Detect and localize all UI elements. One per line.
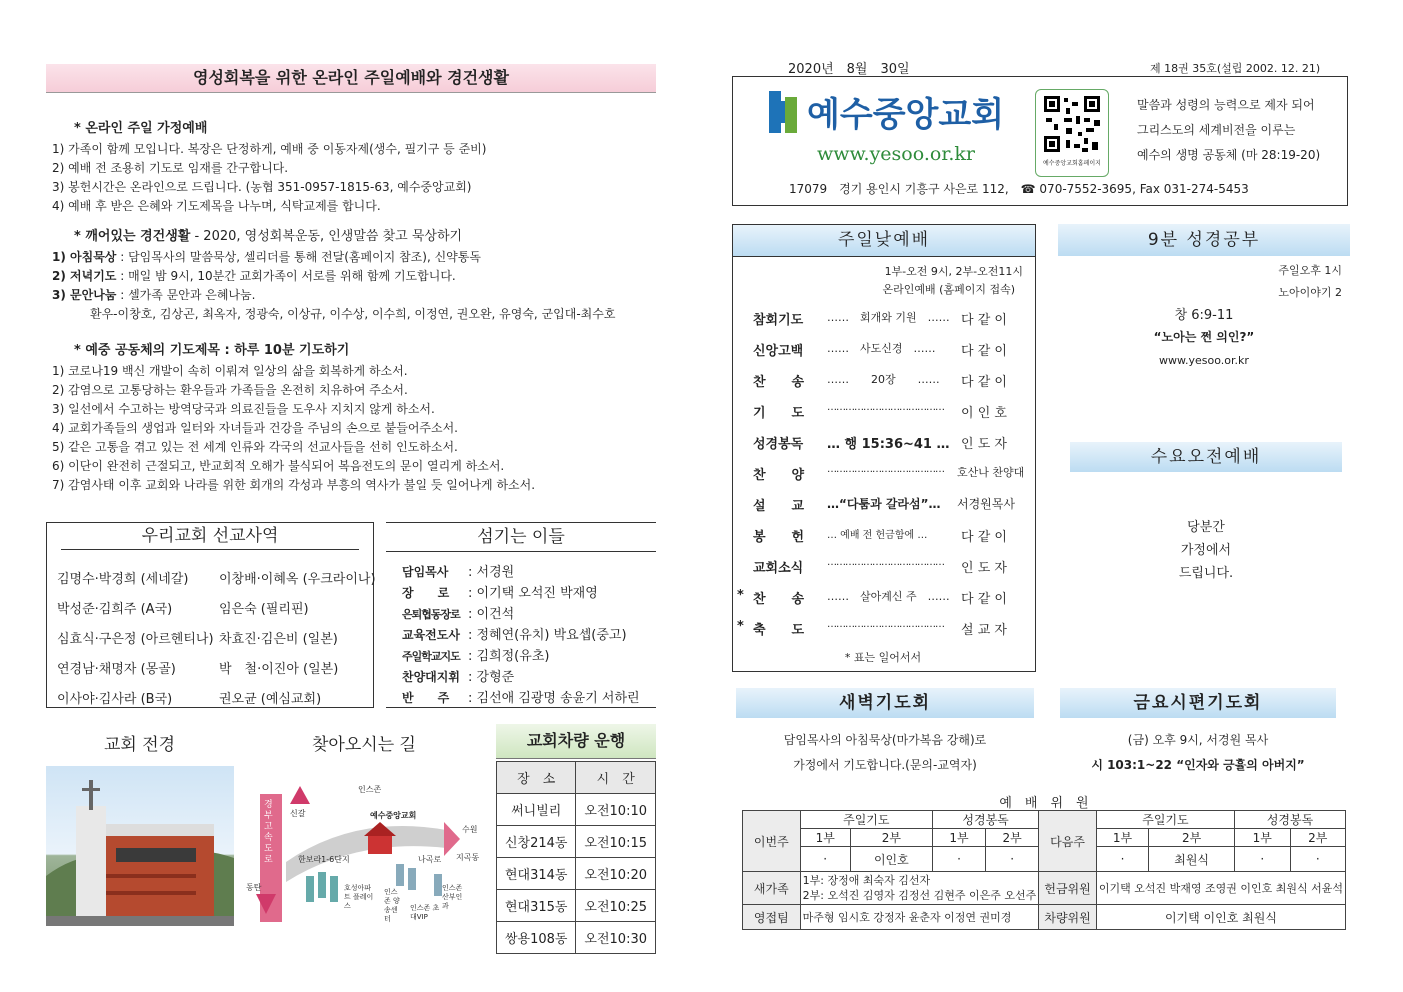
servant-name: : 강형준 [468,670,515,685]
bible-study-url: www.yesoo.or.kr [1159,354,1249,367]
prayer-item: 6) 이단이 완전히 근절되고, 반교회적 오해가 불식되어 복음전도의 문이 열리게 하소서. [52,459,505,473]
directions-title: 찾아오시는 길 [312,735,416,755]
vehicle-table [496,761,656,954]
car-label: 차량위원 [1039,905,1097,930]
servant-name: : 정혜연(유치) 박요셉(중고) [468,628,627,643]
bible-study-time: 주일오후 1시 [1278,264,1342,277]
vehicle-time: 오전10:25 [576,890,656,922]
staff-cell: · [986,847,1039,872]
part-header: 1부 [932,829,985,847]
bible-study-passage: 창 6:9-11 [1174,308,1234,323]
part-header: 2부 [986,829,1039,847]
church-photo [46,766,234,926]
newcomer-line: 2부: 오석진 김영자 김정선 김현주 이은주 오선주 [802,889,1037,902]
prayer-item: 7) 감염사태 이후 교회와 나라를 위한 회개의 각성과 부흥의 역사가 불일 듯 일어나게 하소서. [52,478,536,492]
devotion-text: : 셀가족 문안과 은혜나눔. [120,288,256,302]
staff-cell: · [1290,847,1345,872]
welcome-label: 영접팀 [743,905,801,930]
sunday-online: 온라인예배 (홈페이지 접속) [882,283,1015,296]
dawn-line: 가정에서 기도합니다.(문의-교역자) [793,758,977,772]
bible-study-title: 9분 성경공부 [1058,224,1350,256]
prayer-item: 1) 코로나19 백신 개발이 속히 이뤄져 일상의 삶을 회복하게 하소서. [52,364,408,378]
cross-logo-icon [769,91,799,133]
mission-title: 우리교회 선교사역 [61,523,359,550]
table-row [497,890,656,922]
friday-line: (금) 오후 9시, 서경원 목사 [1127,733,1269,747]
map-label: 동탄 [246,883,262,892]
issue-date: 2020년 8월 30일 [788,62,910,77]
vehicle-time: 오전10:10 [576,794,656,826]
header-box [732,76,1348,206]
missionary: 임은숙 (필리핀) [219,602,309,617]
part-header: 1부 [1235,829,1290,847]
devotion-text: : 매일 밤 9시, 10분간 교회가족이 서로를 위해 함께 기도합니다. [120,269,456,283]
group-header: 주일기도 [1096,811,1234,829]
wednesday-line: 가정에서 [1180,543,1232,558]
devotion-label: 3) 문안나눔 [52,288,117,302]
map-label: 신갈 [290,809,306,818]
vehicle-time: 오전10:15 [576,826,656,858]
map-label: 한보라1-6단지 [298,855,350,864]
staff-cell: · [932,847,985,872]
motto-line: 예수의 생명 공동체 (마 28:19-20) [1137,148,1321,162]
order-row: 참회기도 …… 회개와 기원 …… 다 같 이 [753,311,1007,328]
church-url: www.yesoo.or.kr [817,143,975,165]
table-row [497,794,656,826]
servant-name: : 서경원 [468,565,515,580]
map-highway-label: 경부고속도로 [264,800,273,865]
table-row [497,826,656,858]
issue-volume: 제 18권 35호(설립 2002. 12. 21) [1150,62,1321,75]
staff-cell: 최원식 [1149,847,1235,872]
devotion-text: : 담임목사의 말씀묵상, 셀리더를 통해 전달(홈페이지 참조), 신약통독 [120,250,481,264]
wednesday-title: 수요오전예배 [1070,442,1342,472]
vehicle-section [496,724,656,954]
worship-staff-title: 예 배 위 원 [999,796,1089,811]
servant-name: : 김선애 김광명 송윤기 서하린 [468,691,640,706]
servant-role: 주일학교지도 [402,650,460,663]
order-row: 성경봉독 … 행 15:36~41 … 인 도 자 [753,437,1007,452]
dawn-prayer-title: 새벽기도회 [736,688,1034,718]
staff-cell: · [1235,847,1290,872]
vehicle-header: 시 간 [576,762,656,794]
church-name: 예수중앙교회 [807,95,1005,135]
order-row: 교회소식 ………………………………… 인 도 자 [753,557,1007,576]
prayer-section [52,340,535,495]
order-row: 봉 헌 … 예배 전 헌금함에 … 다 같 이 [753,530,1007,545]
map-label: 인스존 초대VIP [410,904,440,921]
directions-map [246,764,482,930]
dawn-line: 담임목사의 아침묵상(마가복음 강해)로 [783,733,987,747]
online-item: 4) 예배 후 받은 은혜와 기도제목을 나누며, 식탁교제를 합니다. [52,199,381,213]
prayer-item: 4) 교회가족들의 생업과 일터와 자녀들과 건강을 주님의 손으로 붙들어주소서. [52,421,459,435]
newcomer-line: 1부: 장정애 최숙자 김선자 [802,874,931,887]
order-row: 기 도 ………………………………… 이 인 호 [753,402,1007,421]
servant-role: 은퇴협동장로 [402,608,460,621]
missionary: 박 철·이진아 (일본) [219,662,339,677]
missionary: 심효식·구은정 (아르헨티나) [57,632,214,647]
devotion-label: 1) 아침묵상 [52,250,117,264]
vehicle-time: 오전10:20 [576,858,656,890]
online-worship-title: * 온라인 주일 가정예배 [74,121,208,136]
staff-cell: · [1096,847,1148,872]
staff-cell: 이인호 [850,847,932,872]
group-header: 성경봉독 [932,811,1038,829]
table-row [497,858,656,890]
missionary: 연경남·채명자 (몽골) [57,662,176,677]
table-row [497,922,656,954]
map-label: 지곡동 [456,853,480,862]
online-item: 3) 봉헌시간은 온라인으로 드립니다. (농협 351-0957-1815-63, 예수중앙교회) [52,180,472,194]
prayer-title: * 예중 공동체의 기도제목 : 하루 10분 기도하기 [74,343,350,358]
sunday-service-title: 주일낮예배 [733,225,1035,257]
worship-staff-table [742,810,1346,930]
main-title: 영성회복을 위한 온라인 주일예배와 경건생활 [46,64,656,93]
prayer-item: 5) 같은 고통을 겪고 있는 전 세계 인류와 각국의 선교사들을 선히 인도하소서. [52,440,458,454]
church-address: 17079 경기 용인시 기흥구 사은로 112, ☎ 070-7552-3695, Fax 031-274-5453 [789,182,1249,196]
map-label: 인스존 산부인과 [442,884,463,910]
order-row: * 찬 송 …… 살아계신 주 …… 다 같 이 [737,588,1007,607]
devotion-title: * 깨어있는 경건생활 [74,229,191,244]
missionary: 박성준·김희주 (A국) [57,602,173,617]
qr-caption: 예수중앙교회홈페이지 [1043,160,1101,167]
vehicle-place: 쌍용108동 [497,922,576,954]
map-label: 수원 [462,825,478,834]
missionary: 권오균 (예심교회) [219,692,322,707]
this-week-label: 이번주 [743,811,801,872]
sunday-times: 1부-오전 9시, 2부-오전11시 [884,265,1023,278]
next-week-label: 다음주 [1039,811,1097,872]
servant-role: 반 주 [402,691,450,705]
patients-list: 환우-이창호, 김상곤, 최옥자, 정광숙, 이상규, 이수상, 이수희, 이정연, 권오완, 유영숙, 군입대-최수호 [90,307,616,321]
vehicle-place: 현대315동 [497,890,576,922]
devotion-label: 2) 저녁기도 [52,269,117,283]
part-header: 2부 [1290,829,1345,847]
order-row: 찬 송 …… 20장 …… 다 같 이 [753,373,1007,390]
servant-name: : 이건석 [468,607,515,622]
group-header: 주일기도 [800,811,932,829]
part-header: 2부 [850,829,932,847]
servant-role: 장 로 [402,586,450,600]
welcome-members: 마주형 임시호 강정자 윤춘자 이정연 권미경 [800,905,1039,930]
vehicle-place: 신창214동 [497,826,576,858]
missionary: 이창배·이혜옥 (우크라이나) [219,572,376,587]
sunday-service-box [732,224,1036,672]
online-worship-section [52,118,486,216]
devotion-subtitle: - 2020, 영성회복운동, 인생말씀 찾고 묵상하기 [194,229,463,244]
bible-study-theme: “노아는 쩐 의인?” [1153,330,1255,344]
missionary: 차효진·김은비 (일본) [219,632,338,647]
missionary: 이사야·김사라 (B국) [57,692,173,707]
part-header: 2부 [1149,829,1235,847]
staff-cell: · [800,847,850,872]
friday-prayer-title: 금요시편기도회 [1060,688,1336,718]
online-item: 1) 가족이 함께 모입니다. 복장은 단정하게, 예배 중 이동자제(생수, 필기구 등 준비) [52,142,487,156]
map-label: 나곡로 [418,855,442,864]
standing-note: * 표는 일어서서 [844,651,922,664]
map-label: 예수중앙교회 [370,811,417,820]
map-label: 호성아파트 플레이스 [344,884,374,910]
vehicle-place: 현대314동 [497,858,576,890]
devotion-section [52,226,615,324]
mission-box [46,522,374,708]
offering-label: 헌금위원 [1039,872,1097,905]
servant-name: : 김희정(유초) [468,649,550,664]
part-header: 1부 [1096,829,1148,847]
prayer-item: 3) 일선에서 수고하는 방역당국과 의료진들을 도우사 지치지 않게 하소서. [52,402,435,416]
servants-box [386,522,656,708]
servant-role: 교육전도사 [402,628,460,642]
qr-code [1035,89,1109,177]
servants-title: 섬기는 이들 [386,523,656,552]
offering-members: 이기택 오석진 박재영 조영권 이인호 최원식 서윤석 [1096,872,1345,905]
vehicle-place: 써니빌리 [497,794,576,826]
missionary: 김명수·박경희 (세네갈) [57,572,189,587]
church-view-title: 교회 전경 [104,735,176,755]
motto-line: 그리스도의 세계비전을 이루는 [1137,123,1296,137]
servant-name: : 이기택 오석진 박재영 [468,586,598,601]
group-header: 성경봉독 [1235,811,1346,829]
online-item: 2) 예배 전 조용히 기도로 임재를 간구합니다. [52,161,289,175]
wednesday-line: 당분간 [1187,520,1225,535]
servant-role: 찬양대지휘 [402,670,460,684]
order-row: 신앙고백 …… 사도신경 …… 다 같 이 [753,342,1007,359]
order-row: 찬 양 ………………………………… 호산나 찬양대 [753,464,1025,483]
map-label: 인스존 [358,785,382,794]
map-label: 인스존 양송센터 [384,888,400,923]
order-row: 설 교 …“다툼과 갈라섬”… 서경원목사 [753,497,1015,514]
bible-study-series: 노아이야기 2 [1278,286,1342,299]
motto-line: 말씀과 성령의 능력으로 제자 되어 [1137,98,1315,112]
friday-line: 시 103:1~22 “인자와 긍휼의 아버지” [1091,758,1305,772]
servant-role: 담임목사 [402,565,449,579]
prayer-item: 2) 감염으로 고통당하는 환우들과 가족들을 온전히 치유하여 주소서. [52,383,408,397]
vehicle-header: 장 소 [497,762,576,794]
newcomer-label: 새가족 [743,872,801,905]
car-members: 이기택 이인호 최원식 [1096,905,1345,930]
order-row: * 축 도 ………………………………… 설 교 자 [737,619,1007,638]
vehicle-title: 교회차량 운행 [496,724,656,759]
wednesday-line: 드립니다. [1178,566,1234,581]
vehicle-time: 오전10:30 [576,922,656,954]
part-header: 1부 [800,829,850,847]
